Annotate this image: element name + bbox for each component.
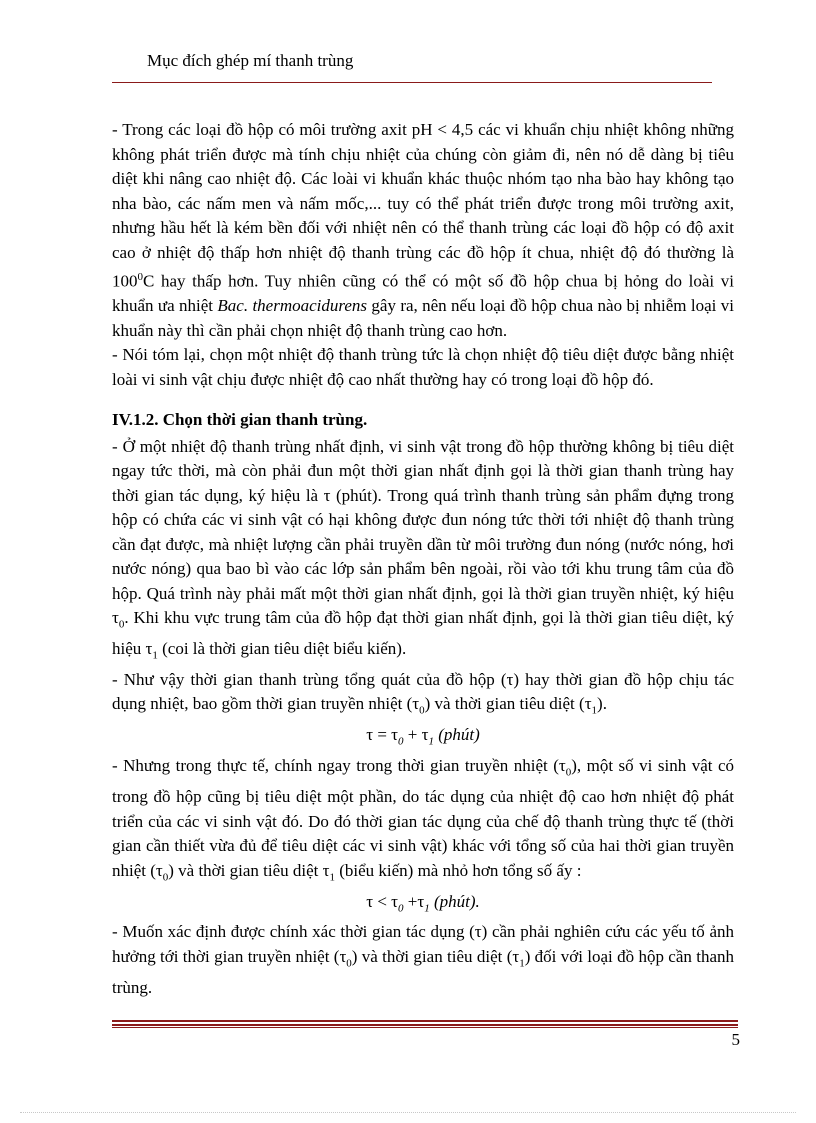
footer-divider-bottom bbox=[112, 1027, 738, 1028]
document-body bbox=[112, 118, 734, 1000]
formula-total-time: $\tau = \tau_0 + \tau_1$ (phút) bbox=[366, 725, 480, 748]
paragraph-total-time: - Như vậy thời gian thanh trùng tổng quát của đồ hộp (τ) hay thời gian đồ hộp chịu tác dụng nhiệt, bao gồm thời gian truyền nhiệt $(\tau_0)$ và thời gian tiêu diệt $(\tau_1)$. bbox=[112, 669, 734, 717]
page-number: 5 bbox=[731, 1030, 740, 1049]
paragraph-actual-time: - Nhưng trong thực tế, chính ngay trong thời gian truyền nhiệt $(\tau_0)$, một số vi sinh vật có trong đồ hộp cũng bị tiêu diệt một phần, do tác dụng của nhiệt độ cao hơn nhiệt độ phát triển của các vi sinh vật đó. Do đó thời gian tác dụng của chế độ thanh trùng thực tế (thời gian cần thiết vừa đủ để tiêu diệt các vi sinh vật) khác với tổng số của hai thời gian truyền nhiệt $(\tau_0)$ và thời gian tiêu diệt $\tau_1$ (biểu kiến) mà nhỏ hơn tổng số ấy : bbox=[112, 756, 734, 883]
page-header-title: Mục đích ghép mí thanh trùng bbox=[147, 51, 354, 70]
species-name: Bac. thermoacidurens bbox=[217, 296, 368, 316]
page-bottom-edge bbox=[20, 1112, 796, 1113]
footer-divider-top bbox=[112, 1020, 738, 1022]
footer-divider-middle bbox=[112, 1024, 738, 1026]
paragraph-time-definition: - Ở một nhiệt độ thanh trùng nhất định, vi sinh vật trong đồ hộp thường không bị tiêu diệt ngay tức thời, mà còn phải đun một thời gian nhất định gọi là thời gian thanh trùng hay thời gian tác dụng, ký hiệu là τ (phút). Trong quá trình thanh trùng sản phẩm đựng trong hộp có chứa các vi sinh vật có hại không được đun nóng tức thời tới nhiệt độ thanh trùng cần đạt được, mà nhiệt lượng cần phải truyền dần từ môi trường đun nóng (nước nóng, hơi nước nóng) qua bao bì vào các lớp sản phẩm bên ngoài, rồi vào tới khu trung tâm của đồ hộp. Quá trình này phải mất một thời gian nhất định, gọi là thời gian truyền nhiệt, ký hiệu $\tau_0$. Khi khu vực trung tâm của đồ hộp đạt thời gian nhất định, gọi là thời gian tiêu diệt, ký hiệu $\tau_1$ (coi là thời gian tiêu diệt biểu kiến). bbox=[112, 436, 734, 662]
paragraph-acid-cans: - Trong các loại đồ hộp có môi trường axit pH < 4,5 các vi khuẩn chịu nhiệt không những không phát triển được mà tính chịu nhiệt của chúng còn giảm đi, nên nó dễ dàng bị tiêu diệt khi nâng cao nhiệt độ. Các loài vi khuẩn khác thuộc nhóm tạo nha bào hay không tạo nha bào, các nấm men và nấm mốc,... tuy có thể phát triển được trong môi trường axit, nhưng hầu hết là kém bền đối với nhiệt nên có thể thanh trùng các loại đồ hộp có độ axit cao ở nhiệt độ thấp hơn nhiệt độ thanh trùng các đồ hộp ít chua, nhiệt độ đó thường là $100^0C$ hay thấp hơn. Tuy nhiên cũng có thể có một số đồ hộp chua bị hỏng do loài vi khuẩn ưa nhiệt Bac. thermoacidurens gây ra, nên nếu loại đồ hộp chua nào bị nhiễm loại vi khuẩn này thì cần phải chọn nhiệt độ thanh trùng cao hơn. bbox=[112, 120, 734, 340]
section-heading: IV.1.2. Chọn thời gian thanh trùng. bbox=[112, 410, 368, 430]
paragraph-summary: - Nói tóm lại, chọn một nhiệt độ thanh trùng tức là chọn nhiệt độ tiêu diệt được bằng nhiệt loài vi sinh vật chịu được nhiệt độ cao nhất thường hay có trong loại đồ hộp đó. bbox=[112, 345, 734, 389]
header-divider bbox=[112, 82, 712, 83]
formula-inequality: $\tau < \tau_0 +\tau_1$ (phút). bbox=[366, 891, 480, 914]
paragraph-determine-time: - Muốn xác định được chính xác thời gian tác dụng (τ) cần phải nghiên cứu các yếu tố ảnh hưởng tới thời gian truyền nhiệt $(\tau_0)$ và thời gian tiêu diệt $(\tau_1)$ đối với loại đồ hộp cần thanh trùng. bbox=[112, 922, 734, 997]
